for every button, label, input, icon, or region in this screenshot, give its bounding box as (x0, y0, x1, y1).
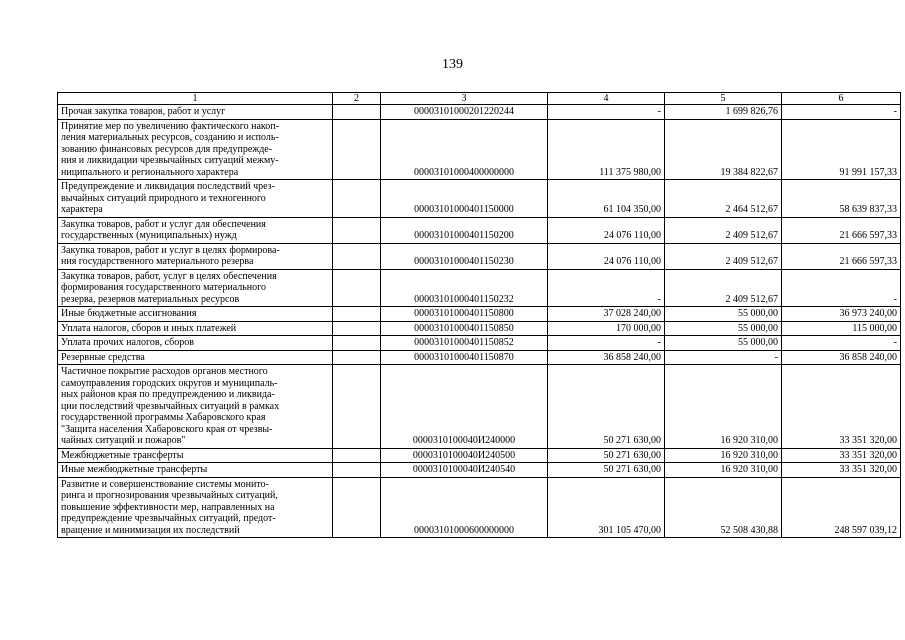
value-col-6: 33 351 320,00 (782, 448, 901, 463)
empty-cell (333, 180, 381, 218)
value-col-6: 248 597 039,12 (782, 477, 901, 538)
value-col-4: 111 375 980,00 (548, 119, 665, 180)
table-row (58, 243, 901, 269)
value-col-6: - (782, 269, 901, 307)
table-row (58, 307, 901, 322)
value-col-5: 2 464 512,67 (665, 180, 782, 218)
table-row (58, 448, 901, 463)
value-col-6: - (782, 105, 901, 120)
empty-cell (333, 269, 381, 307)
value-col-4: 37 028 240,00 (548, 307, 665, 322)
value-col-5: - (665, 350, 782, 365)
value-col-5: 55 000,00 (665, 336, 782, 351)
empty-cell (333, 350, 381, 365)
value-col-4: - (548, 105, 665, 120)
value-col-4: - (548, 269, 665, 307)
value-col-5: 16 920 310,00 (665, 365, 782, 449)
budget-code: 0000310100040И240000 (381, 365, 548, 449)
item-name: Предупреждение и ликвидация последствий чрез- вычайных ситуаций природного и техногенного характера (58, 180, 333, 218)
value-col-4: 50 271 630,00 (548, 448, 665, 463)
item-name: Иные бюджетные ассигнования (58, 307, 333, 322)
table-row (58, 336, 901, 351)
budget-code: 00003101000600000000 (381, 477, 548, 538)
value-col-6: 33 351 320,00 (782, 463, 901, 478)
table-row (58, 105, 901, 120)
item-name: Закупка товаров, работ, услуг в целях обеспечения формирования государственного материального резерва, резервов материальных ресурсов (58, 269, 333, 307)
item-name: Уплата прочих налогов, сборов (58, 336, 333, 351)
value-col-6: 36 973 240,00 (782, 307, 901, 322)
header-col-2: 2 (333, 93, 381, 105)
value-col-4: 170 000,00 (548, 321, 665, 336)
budget-code: 0000310100040И240540 (381, 463, 548, 478)
value-col-5: 16 920 310,00 (665, 463, 782, 478)
budget-code: 00003101000401150852 (381, 336, 548, 351)
value-col-6: - (782, 336, 901, 351)
header-col-4: 4 (548, 93, 665, 105)
budget-code: 00003101000201220244 (381, 105, 548, 120)
value-col-5: 55 000,00 (665, 321, 782, 336)
empty-cell (333, 243, 381, 269)
header-col-3: 3 (381, 93, 548, 105)
value-col-5: 16 920 310,00 (665, 448, 782, 463)
empty-cell (333, 105, 381, 120)
table-header (58, 93, 901, 105)
item-name: Уплата налогов, сборов и иных платежей (58, 321, 333, 336)
budget-code: 00003101000401150230 (381, 243, 548, 269)
budget-table (57, 92, 901, 538)
empty-cell (333, 321, 381, 336)
budget-code: 00003101000401150800 (381, 307, 548, 322)
value-col-5: 2 409 512,67 (665, 217, 782, 243)
value-col-5: 52 508 430,88 (665, 477, 782, 538)
budget-code: 00003101000401150850 (381, 321, 548, 336)
item-name: Развитие и совершенствование системы монито- ринга и прогнозирования чрезвычайных ситуаций, повышение эффективности мер, направленных на предупреждение чрезвычайных ситуаций, предот- вращение и минимизация их последствий (58, 477, 333, 538)
table-row (58, 350, 901, 365)
value-col-4: 50 271 630,00 (548, 463, 665, 478)
value-col-4: - (548, 336, 665, 351)
value-col-4: 24 076 110,00 (548, 243, 665, 269)
value-col-5: 19 384 822,67 (665, 119, 782, 180)
empty-cell (333, 365, 381, 449)
page-number: 139 (442, 57, 463, 72)
header-col-1: 1 (58, 93, 333, 105)
empty-cell (333, 463, 381, 478)
empty-cell (333, 217, 381, 243)
header-row (58, 93, 901, 105)
item-name: Закупка товаров, работ и услуг для обеспечения государственных (муниципальных) нужд (58, 217, 333, 243)
item-name: Принятие мер по увеличению фактического накоп- ления материальных ресурсов, созданию и исполь- зованию финансовых ресурсов для предупрежде- ния и ликвидации чрезвычайных ситуаций межму- ниципального и регионального характера (58, 119, 333, 180)
item-name: Межбюджетные трансферты (58, 448, 333, 463)
budget-code: 00003101000401150000 (381, 180, 548, 218)
value-col-6: 21 666 597,33 (782, 243, 901, 269)
value-col-6: 33 351 320,00 (782, 365, 901, 449)
value-col-6: 91 991 157,33 (782, 119, 901, 180)
table-row (58, 119, 901, 180)
table-row (58, 477, 901, 538)
value-col-5: 2 409 512,67 (665, 269, 782, 307)
table-row (58, 180, 901, 218)
value-col-4: 61 104 350,00 (548, 180, 665, 218)
empty-cell (333, 336, 381, 351)
table-row (58, 463, 901, 478)
table-row (58, 365, 901, 449)
budget-code: 00003101000401150200 (381, 217, 548, 243)
budget-code: 0000310100040И240500 (381, 448, 548, 463)
value-col-5: 1 699 826,76 (665, 105, 782, 120)
value-col-6: 58 639 837,33 (782, 180, 901, 218)
table-body (58, 105, 901, 538)
value-col-4: 36 858 240,00 (548, 350, 665, 365)
value-col-4: 301 105 470,00 (548, 477, 665, 538)
table-row (58, 269, 901, 307)
empty-cell (333, 307, 381, 322)
value-col-6: 36 858 240,00 (782, 350, 901, 365)
empty-cell (333, 448, 381, 463)
empty-cell (333, 477, 381, 538)
value-col-4: 50 271 630,00 (548, 365, 665, 449)
table-row (58, 217, 901, 243)
item-name: Прочая закупка товаров, работ и услуг (58, 105, 333, 120)
value-col-4: 24 076 110,00 (548, 217, 665, 243)
value-col-6: 21 666 597,33 (782, 217, 901, 243)
value-col-5: 55 000,00 (665, 307, 782, 322)
value-col-5: 2 409 512,67 (665, 243, 782, 269)
table-row (58, 321, 901, 336)
budget-code: 00003101000400000000 (381, 119, 548, 180)
item-name: Иные межбюджетные трансферты (58, 463, 333, 478)
empty-cell (333, 119, 381, 180)
header-col-5: 5 (665, 93, 782, 105)
budget-code: 00003101000401150232 (381, 269, 548, 307)
budget-code: 00003101000401150870 (381, 350, 548, 365)
item-name: Частичное покрытие расходов органов местного самоуправления городских округов и муниципаль- ных районов края по предупреждению и ликвида- ции последствий чрезвычайных ситуаций в рамках государственной программы Хабаровского края "Защита населения Хабаровского края от чрезвы- чайных ситуаций и пожаров" (58, 365, 333, 449)
item-name: Резервные средства (58, 350, 333, 365)
header-col-6: 6 (782, 93, 901, 105)
item-name: Закупка товаров, работ и услуг в целях формирова- ния государственного материального резерва (58, 243, 333, 269)
value-col-6: 115 000,00 (782, 321, 901, 336)
